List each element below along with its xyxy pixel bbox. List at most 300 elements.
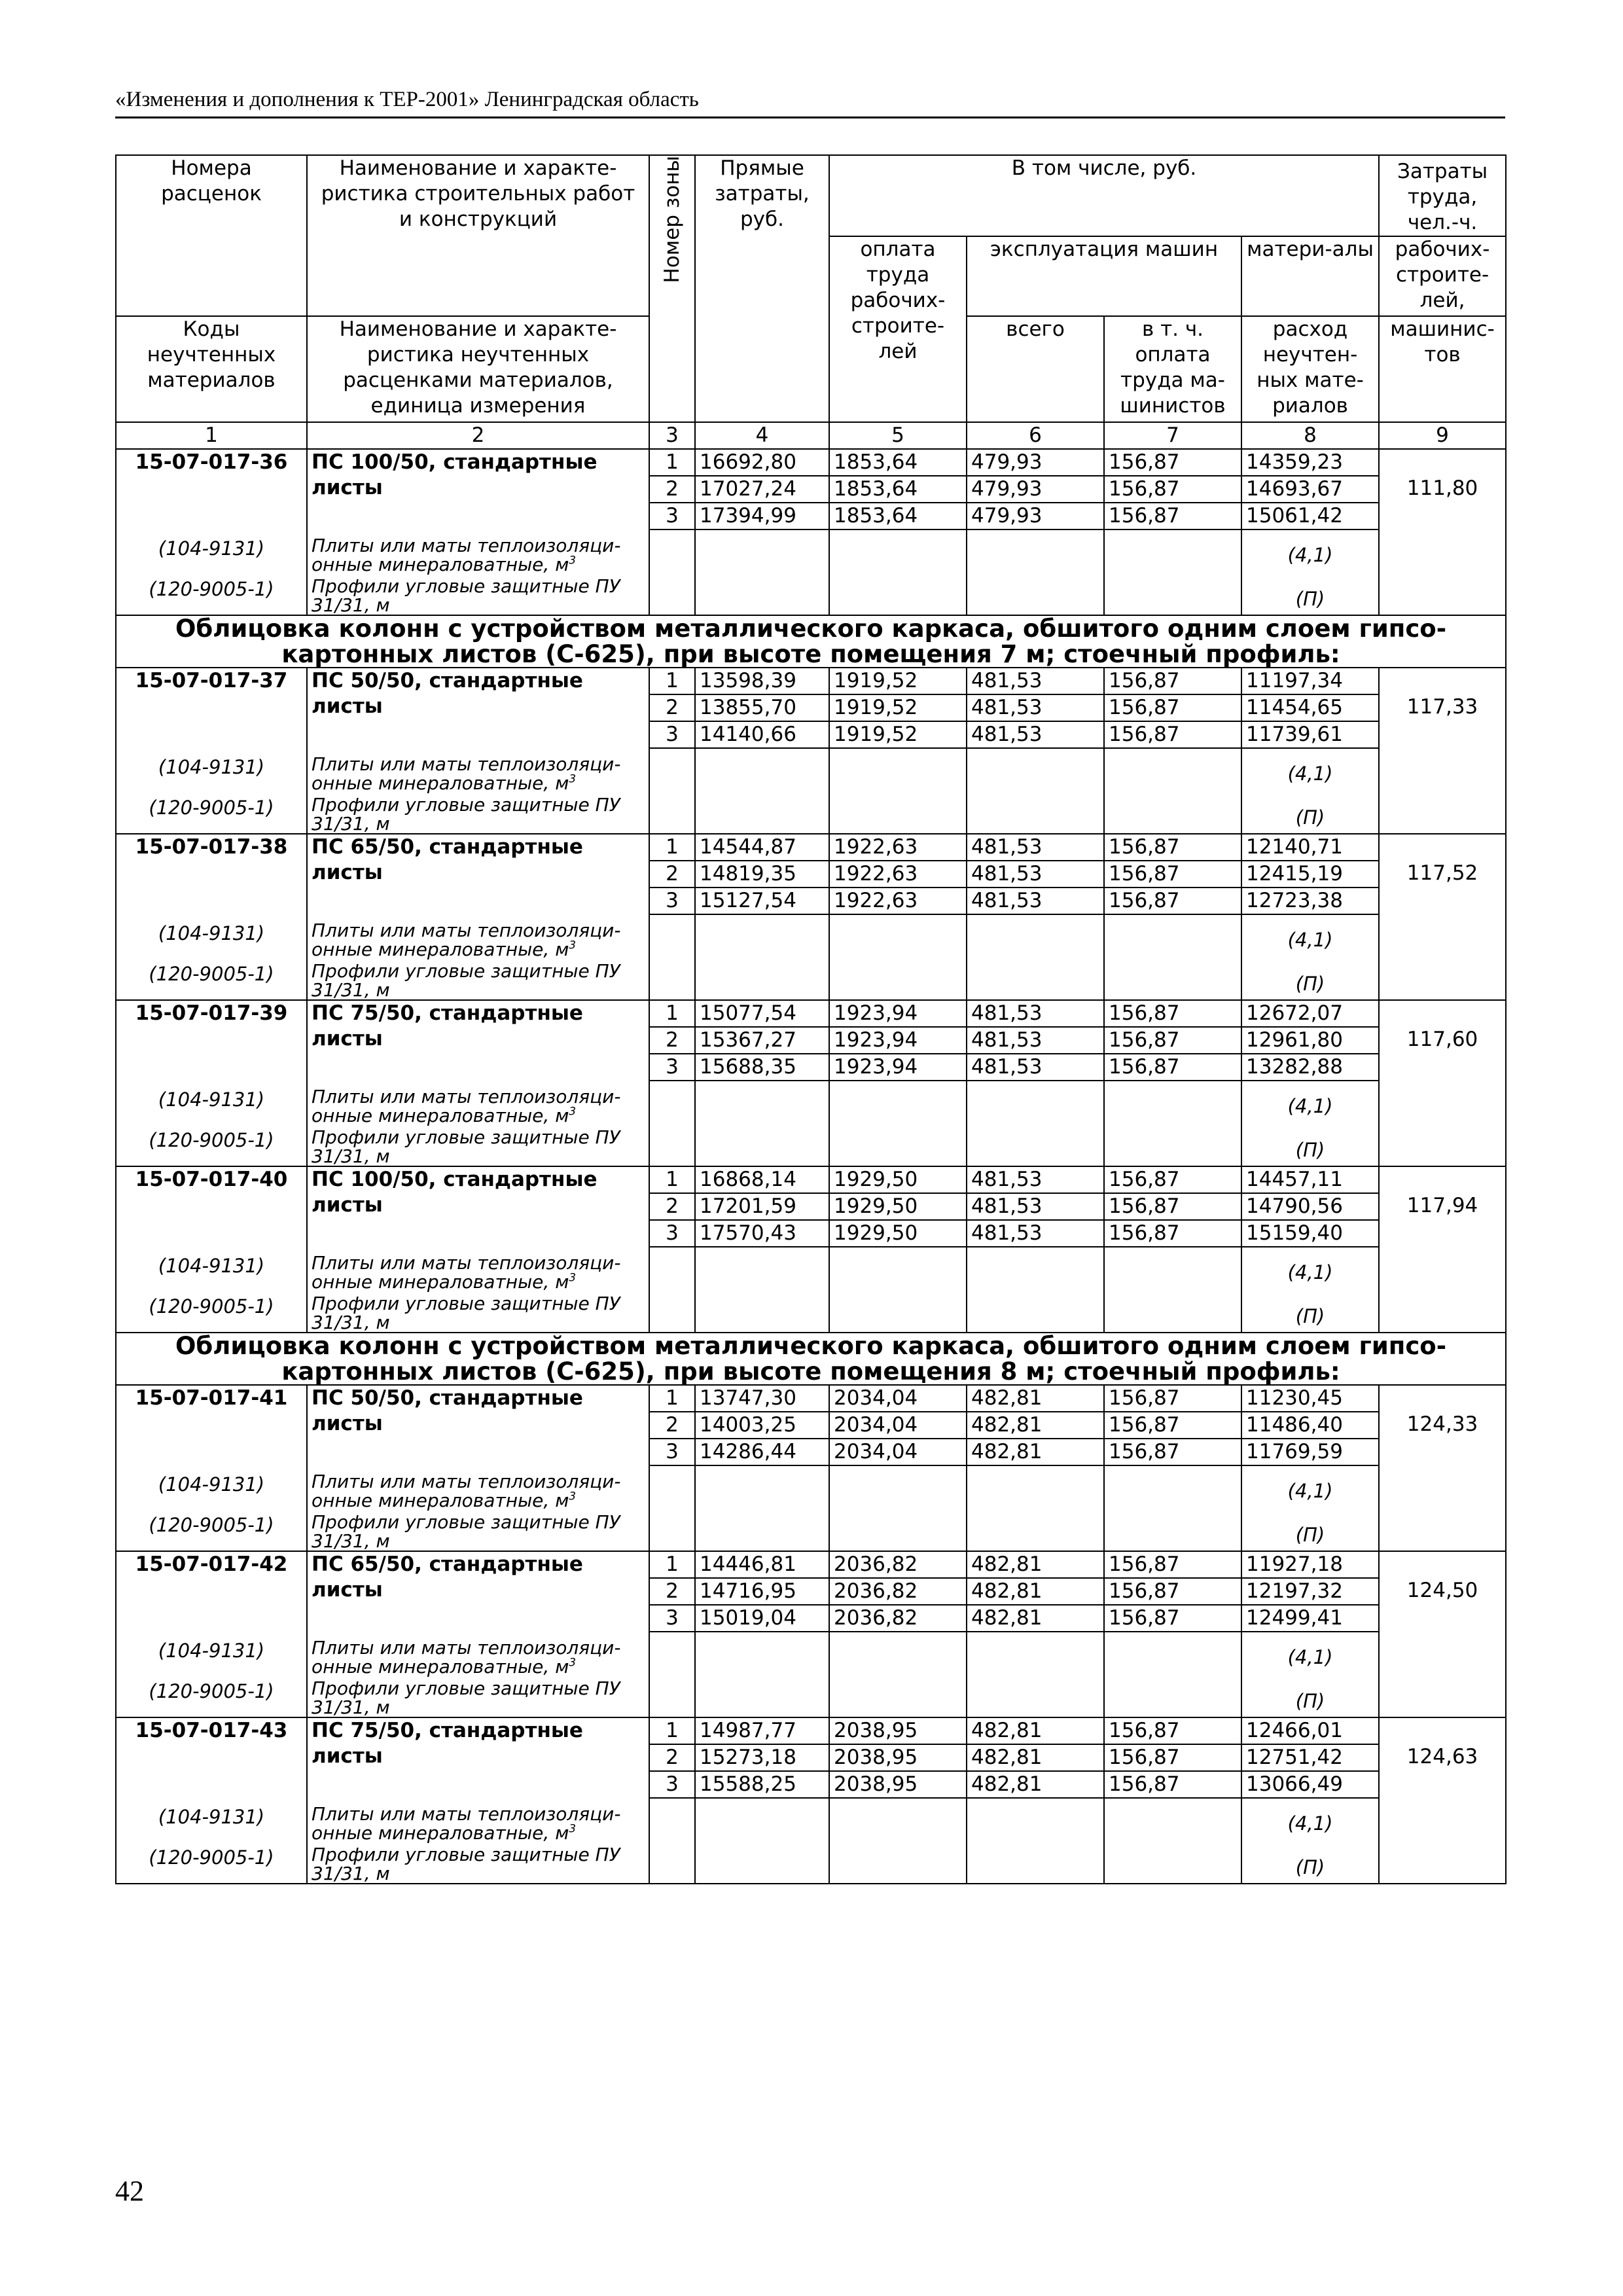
material-name-text: Плиты или маты теплоизоляци-онные минераловатные, м xyxy=(312,920,621,960)
direct-costs: 14003,25 xyxy=(695,1412,829,1439)
material-code: (104-9131) xyxy=(116,914,307,959)
machines-total: 482,81 xyxy=(967,1744,1104,1771)
machines-total: 479,93 xyxy=(967,503,1104,529)
material-code: (104-9131) xyxy=(116,748,307,793)
empty-cell xyxy=(967,959,1104,1000)
empty-cell xyxy=(829,1125,967,1166)
zone-number: 1 xyxy=(649,449,695,476)
rate-code: 15-07-017-41 xyxy=(116,1385,307,1412)
empty-cell xyxy=(829,574,967,615)
empty-cell xyxy=(116,1027,307,1054)
machines-total: 482,81 xyxy=(967,1605,1104,1632)
machinist-wages: 156,87 xyxy=(1104,1771,1241,1798)
machines-total: 481,53 xyxy=(967,1166,1104,1193)
materials: 11486,40 xyxy=(1241,1412,1379,1439)
empty-cell xyxy=(967,1291,1104,1333)
col4-header: Прямые затраты, руб. xyxy=(695,155,829,422)
col1-header-bottom: Коды неучтенных материалов xyxy=(116,316,307,422)
materials: 12415,19 xyxy=(1241,861,1379,888)
zone-row xyxy=(116,449,1506,476)
materials: 13282,88 xyxy=(1241,1054,1379,1081)
empty-cell xyxy=(829,1291,967,1333)
material-name xyxy=(307,1632,649,1676)
machines-total: 482,81 xyxy=(967,1439,1104,1465)
empty-cell xyxy=(1104,529,1241,574)
empty-cell xyxy=(1104,793,1241,834)
materials: 12197,32 xyxy=(1241,1578,1379,1605)
machinist-wages: 156,87 xyxy=(1104,1166,1241,1193)
materials: 14790,56 xyxy=(1241,1193,1379,1220)
machines-total: 479,93 xyxy=(967,449,1104,476)
empty-cell xyxy=(116,721,307,748)
direct-costs: 14286,44 xyxy=(695,1439,829,1465)
machinist-wages: 156,87 xyxy=(1104,1744,1241,1771)
direct-costs: 13747,30 xyxy=(695,1385,829,1412)
empty-cell xyxy=(967,748,1104,793)
machinist-wages: 156,87 xyxy=(1104,834,1241,861)
zone-row xyxy=(116,1717,1506,1744)
wages: 2034,04 xyxy=(829,1412,967,1439)
material-name-text: Профили угловые защитные ПУ 31/31, м xyxy=(312,1844,620,1884)
material-code: (120-9005-1) xyxy=(116,959,307,1000)
material-row xyxy=(116,1081,1506,1125)
materials: 11230,45 xyxy=(1241,1385,1379,1412)
material-name xyxy=(307,1291,649,1333)
zone-number: 1 xyxy=(649,668,695,694)
wages: 1923,94 xyxy=(829,1054,967,1081)
rate-name: ПС 65/50, стандартные листы xyxy=(307,834,649,914)
machinist-wages: 156,87 xyxy=(1104,1027,1241,1054)
empty-cell xyxy=(1379,1220,1506,1247)
unit-superscript: 3 xyxy=(569,1270,577,1284)
empty-cell xyxy=(829,1842,967,1884)
empty-cell xyxy=(116,1771,307,1798)
empty-cell xyxy=(649,574,695,615)
zone-number: 3 xyxy=(649,888,695,914)
material-consumption: (П) xyxy=(1241,1676,1379,1717)
materials: 14359,23 xyxy=(1241,449,1379,476)
material-row xyxy=(116,1676,1506,1717)
col8-header-top: матери-алы xyxy=(1241,236,1379,316)
empty-cell xyxy=(967,1125,1104,1166)
wages: 1853,64 xyxy=(829,503,967,529)
material-consumption: (П) xyxy=(1241,959,1379,1000)
unit-superscript: 3 xyxy=(569,772,577,785)
material-name-text: Профили угловые защитные ПУ 31/31, м xyxy=(312,1677,620,1718)
machines-total: 481,53 xyxy=(967,694,1104,721)
material-name xyxy=(307,1081,649,1125)
materials: 12499,41 xyxy=(1241,1605,1379,1632)
material-code: (120-9005-1) xyxy=(116,1676,307,1717)
zone-row xyxy=(116,668,1506,694)
rate-code: 15-07-017-38 xyxy=(116,834,307,861)
material-name-text: Профили угловые защитные ПУ 31/31, м xyxy=(312,1293,620,1333)
direct-costs: 14987,77 xyxy=(695,1717,829,1744)
material-consumption: (4,1) xyxy=(1241,1081,1379,1125)
empty-cell xyxy=(116,888,307,914)
machines-header: эксплуатация машин xyxy=(967,236,1241,316)
zone-number: 3 xyxy=(649,1771,695,1798)
empty-cell xyxy=(116,476,307,503)
machinist-wages: 156,87 xyxy=(1104,1054,1241,1081)
empty-cell xyxy=(695,959,829,1000)
empty-cell xyxy=(1379,1605,1506,1632)
column-number: 2 xyxy=(307,422,649,449)
labor-costs-empty xyxy=(1379,1166,1506,1193)
unit-superscript: 3 xyxy=(569,1104,577,1118)
empty-cell xyxy=(695,1465,829,1510)
material-consumption: (4,1) xyxy=(1241,1465,1379,1510)
empty-cell xyxy=(967,1510,1104,1551)
rate-code: 15-07-017-36 xyxy=(116,449,307,476)
material-name xyxy=(307,959,649,1000)
machinist-wages: 156,87 xyxy=(1104,449,1241,476)
material-name-text: Плиты или маты теплоизоляци-онные минераловатные, м xyxy=(312,1086,621,1126)
zone-number: 1 xyxy=(649,1717,695,1744)
zone-number: 1 xyxy=(649,1166,695,1193)
empty-cell xyxy=(1379,1081,1506,1125)
materials: 12672,07 xyxy=(1241,1000,1379,1027)
material-name xyxy=(307,748,649,793)
empty-cell xyxy=(1104,1081,1241,1125)
machines-total: 479,93 xyxy=(967,476,1104,503)
zone-number: 3 xyxy=(649,721,695,748)
zone-number: 1 xyxy=(649,1551,695,1578)
empty-cell xyxy=(649,1291,695,1333)
labor-costs-empty xyxy=(1379,449,1506,476)
empty-cell xyxy=(967,1465,1104,1510)
wages: 1922,63 xyxy=(829,888,967,914)
empty-cell xyxy=(695,793,829,834)
empty-cell xyxy=(695,529,829,574)
empty-cell xyxy=(649,914,695,959)
labor-costs: 117,52 xyxy=(1379,861,1506,888)
direct-costs: 15273,18 xyxy=(695,1744,829,1771)
empty-cell xyxy=(1379,1054,1506,1081)
empty-cell xyxy=(1379,721,1506,748)
wages: 2034,04 xyxy=(829,1439,967,1465)
materials: 14457,11 xyxy=(1241,1166,1379,1193)
empty-cell xyxy=(1379,1465,1506,1510)
direct-costs: 15688,35 xyxy=(695,1054,829,1081)
wages: 1853,64 xyxy=(829,476,967,503)
empty-cell xyxy=(695,748,829,793)
empty-cell xyxy=(695,1798,829,1842)
material-row xyxy=(116,1465,1506,1510)
empty-cell xyxy=(649,1081,695,1125)
empty-cell xyxy=(829,529,967,574)
machines-total: 482,81 xyxy=(967,1771,1104,1798)
labor-costs: 124,33 xyxy=(1379,1412,1506,1439)
col9-header-bottom: машинис-тов xyxy=(1379,316,1506,422)
material-consumption: (4,1) xyxy=(1241,914,1379,959)
material-name xyxy=(307,1465,649,1510)
empty-cell xyxy=(1379,1771,1506,1798)
empty-cell xyxy=(649,529,695,574)
empty-cell xyxy=(829,1632,967,1676)
empty-cell xyxy=(1104,914,1241,959)
zone-number: 2 xyxy=(649,476,695,503)
empty-cell xyxy=(1379,529,1506,574)
material-consumption: (П) xyxy=(1241,793,1379,834)
material-name xyxy=(307,793,649,834)
empty-cell xyxy=(649,1510,695,1551)
machinist-wages: 156,87 xyxy=(1104,503,1241,529)
zone-number: 2 xyxy=(649,1578,695,1605)
empty-cell xyxy=(649,1125,695,1166)
empty-cell xyxy=(1379,1842,1506,1884)
section-heading-row xyxy=(116,1333,1506,1385)
wages: 1929,50 xyxy=(829,1220,967,1247)
empty-cell xyxy=(695,1291,829,1333)
material-consumption: (П) xyxy=(1241,1842,1379,1884)
zone-number: 3 xyxy=(649,503,695,529)
col6-header: всего xyxy=(967,316,1104,422)
machinist-wages: 156,87 xyxy=(1104,1193,1241,1220)
material-name-text: Плиты или маты теплоизоляци-онные минераловатные, м xyxy=(312,753,621,794)
material-consumption: (4,1) xyxy=(1241,748,1379,793)
section-heading-row xyxy=(116,615,1506,668)
labor-costs: 117,60 xyxy=(1379,1027,1506,1054)
empty-cell xyxy=(1379,1125,1506,1166)
labor-costs-empty xyxy=(1379,1717,1506,1744)
rate-name: ПС 75/50, стандартные листы xyxy=(307,1717,649,1798)
materials: 11769,59 xyxy=(1241,1439,1379,1465)
zone-number: 3 xyxy=(649,1605,695,1632)
zone-number: 2 xyxy=(649,1412,695,1439)
empty-cell xyxy=(116,1412,307,1439)
material-code: (104-9131) xyxy=(116,1081,307,1125)
zone-number: 1 xyxy=(649,1000,695,1027)
material-code: (120-9005-1) xyxy=(116,1510,307,1551)
labor-costs-empty xyxy=(1379,1385,1506,1412)
unit-superscript: 3 xyxy=(569,553,577,567)
material-name-text: Профили угловые защитные ПУ 31/31, м xyxy=(312,794,620,834)
labor-costs-empty xyxy=(1379,1000,1506,1027)
empty-cell xyxy=(695,1510,829,1551)
direct-costs: 13598,39 xyxy=(695,668,829,694)
empty-cell xyxy=(967,1247,1104,1291)
wages: 2036,82 xyxy=(829,1605,967,1632)
machinist-wages: 156,87 xyxy=(1104,888,1241,914)
direct-costs: 16868,14 xyxy=(695,1166,829,1193)
machines-total: 481,53 xyxy=(967,888,1104,914)
zone-number: 2 xyxy=(649,694,695,721)
rate-name: ПС 50/50, стандартные листы xyxy=(307,668,649,748)
materials: 13066,49 xyxy=(1241,1771,1379,1798)
column-number: 4 xyxy=(695,422,829,449)
material-row xyxy=(116,1510,1506,1551)
materials: 15061,42 xyxy=(1241,503,1379,529)
materials: 12466,01 xyxy=(1241,1717,1379,1744)
labor-costs: 124,63 xyxy=(1379,1744,1506,1771)
unit-superscript: 3 xyxy=(569,1489,577,1503)
machines-total: 481,53 xyxy=(967,668,1104,694)
empty-cell xyxy=(695,1125,829,1166)
empty-cell xyxy=(829,959,967,1000)
col5-header: оплата труда рабочих-строите-лей xyxy=(829,236,967,422)
labor-costs: 111,80 xyxy=(1379,476,1506,503)
machines-total: 482,81 xyxy=(967,1412,1104,1439)
machines-total: 481,53 xyxy=(967,721,1104,748)
wages: 1853,64 xyxy=(829,449,967,476)
wages: 1922,63 xyxy=(829,834,967,861)
direct-costs: 17201,59 xyxy=(695,1193,829,1220)
machinist-wages: 156,87 xyxy=(1104,1000,1241,1027)
col2-header-bottom: Наименование и характе-ристика неучтенных расценками материалов, единица измерения xyxy=(307,316,649,422)
material-name xyxy=(307,1798,649,1842)
page-header: «Изменения и дополнения к ТЕР-2001» Ленинградская область xyxy=(115,86,1505,118)
empty-cell xyxy=(116,694,307,721)
rate-code: 15-07-017-42 xyxy=(116,1551,307,1578)
materials: 14693,67 xyxy=(1241,476,1379,503)
material-row xyxy=(116,1125,1506,1166)
machines-total: 481,53 xyxy=(967,1054,1104,1081)
direct-costs: 14140,66 xyxy=(695,721,829,748)
material-name-text: Плиты или маты теплоизоляци-онные минераловатные, м xyxy=(312,1803,621,1844)
material-row xyxy=(116,748,1506,793)
wages: 1919,52 xyxy=(829,721,967,748)
direct-costs: 14716,95 xyxy=(695,1578,829,1605)
column-number: 1 xyxy=(116,422,307,449)
empty-cell xyxy=(116,503,307,529)
empty-cell xyxy=(116,1054,307,1081)
direct-costs: 13855,70 xyxy=(695,694,829,721)
labor-costs: 117,33 xyxy=(1379,694,1506,721)
empty-cell xyxy=(695,1632,829,1676)
page-number: 42 xyxy=(115,2175,144,2207)
direct-costs: 14446,81 xyxy=(695,1551,829,1578)
empty-cell xyxy=(967,529,1104,574)
empty-cell xyxy=(1379,1798,1506,1842)
rate-code: 15-07-017-37 xyxy=(116,668,307,694)
material-name-text: Профили угловые защитные ПУ 31/31, м xyxy=(312,575,620,616)
empty-cell xyxy=(1104,1125,1241,1166)
empty-cell xyxy=(967,1842,1104,1884)
labor-costs-empty xyxy=(1379,668,1506,694)
zone-row xyxy=(116,1385,1506,1412)
empty-cell xyxy=(1104,1798,1241,1842)
materials: 11739,61 xyxy=(1241,721,1379,748)
material-code: (120-9005-1) xyxy=(116,1842,307,1884)
empty-cell xyxy=(829,914,967,959)
machinist-wages: 156,87 xyxy=(1104,476,1241,503)
material-name-text: Плиты или маты теплоизоляци-онные минераловатные, м xyxy=(312,1637,621,1677)
machines-total: 481,53 xyxy=(967,1000,1104,1027)
empty-cell xyxy=(967,1798,1104,1842)
material-code: (120-9005-1) xyxy=(116,1125,307,1166)
table-header xyxy=(116,155,1506,449)
empty-cell xyxy=(116,1605,307,1632)
material-code: (104-9131) xyxy=(116,1798,307,1842)
empty-cell xyxy=(1379,748,1506,793)
material-consumption: (П) xyxy=(1241,1291,1379,1333)
empty-cell xyxy=(1379,1439,1506,1465)
machines-total: 481,53 xyxy=(967,834,1104,861)
labor-costs: 124,50 xyxy=(1379,1578,1506,1605)
machines-total: 481,53 xyxy=(967,1193,1104,1220)
wages: 1929,50 xyxy=(829,1166,967,1193)
material-name-text: Профили угловые защитные ПУ 31/31, м xyxy=(312,960,620,1001)
material-name-text: Профили угловые защитные ПУ 31/31, м xyxy=(312,1126,620,1167)
material-name xyxy=(307,1247,649,1291)
col9-header-top: Затраты труда, чел.-ч. xyxy=(1379,155,1506,236)
empty-cell xyxy=(1104,1510,1241,1551)
empty-cell xyxy=(695,1676,829,1717)
machinist-wages: 156,87 xyxy=(1104,668,1241,694)
empty-cell xyxy=(967,574,1104,615)
col3-header xyxy=(649,155,695,422)
direct-costs: 16692,80 xyxy=(695,449,829,476)
material-consumption: (4,1) xyxy=(1241,1247,1379,1291)
zone-number: 2 xyxy=(649,861,695,888)
zone-number: 3 xyxy=(649,1054,695,1081)
column-number: 3 xyxy=(649,422,695,449)
materials: 12140,71 xyxy=(1241,834,1379,861)
zone-number-header: Номер зоны xyxy=(660,156,684,283)
machinist-wages: 156,87 xyxy=(1104,1717,1241,1744)
machinist-wages: 156,87 xyxy=(1104,1385,1241,1412)
material-name xyxy=(307,1676,649,1717)
empty-cell xyxy=(967,1081,1104,1125)
zone-row xyxy=(116,834,1506,861)
material-row xyxy=(116,914,1506,959)
empty-cell xyxy=(829,1247,967,1291)
empty-cell xyxy=(967,1676,1104,1717)
empty-cell xyxy=(967,914,1104,959)
direct-costs: 15367,27 xyxy=(695,1027,829,1054)
zone-row xyxy=(116,1166,1506,1193)
col9-header-mid: рабочих-строите-лей, xyxy=(1379,236,1506,316)
material-name xyxy=(307,1842,649,1884)
machines-total: 482,81 xyxy=(967,1717,1104,1744)
zone-number: 2 xyxy=(649,1744,695,1771)
direct-costs: 15588,25 xyxy=(695,1771,829,1798)
empty-cell xyxy=(116,1193,307,1220)
machines-total: 482,81 xyxy=(967,1551,1104,1578)
material-name xyxy=(307,529,649,574)
unit-superscript: 3 xyxy=(569,938,577,952)
empty-cell xyxy=(1379,1632,1506,1676)
material-row xyxy=(116,793,1506,834)
empty-cell xyxy=(1379,1247,1506,1291)
direct-costs: 14819,35 xyxy=(695,861,829,888)
empty-cell xyxy=(1104,1465,1241,1510)
wages: 1919,52 xyxy=(829,694,967,721)
materials: 11927,18 xyxy=(1241,1551,1379,1578)
material-row xyxy=(116,959,1506,1000)
empty-cell xyxy=(1379,959,1506,1000)
wages: 1919,52 xyxy=(829,668,967,694)
rate-name: ПС 65/50, стандартные листы xyxy=(307,1551,649,1632)
rate-code: 15-07-017-39 xyxy=(116,1000,307,1027)
material-row xyxy=(116,1247,1506,1291)
labor-costs-empty xyxy=(1379,834,1506,861)
wages: 2034,04 xyxy=(829,1385,967,1412)
machinist-wages: 156,87 xyxy=(1104,1412,1241,1439)
rates-table xyxy=(115,154,1507,1884)
zone-row xyxy=(116,1000,1506,1027)
empty-cell xyxy=(1379,888,1506,914)
column-number: 7 xyxy=(1104,422,1241,449)
empty-cell xyxy=(116,1578,307,1605)
empty-cell xyxy=(1104,1291,1241,1333)
wages: 2038,95 xyxy=(829,1771,967,1798)
material-consumption: (4,1) xyxy=(1241,529,1379,574)
material-row xyxy=(116,574,1506,615)
machines-total: 482,81 xyxy=(967,1578,1104,1605)
material-name-text: Профили угловые защитные ПУ 31/31, м xyxy=(312,1511,620,1552)
